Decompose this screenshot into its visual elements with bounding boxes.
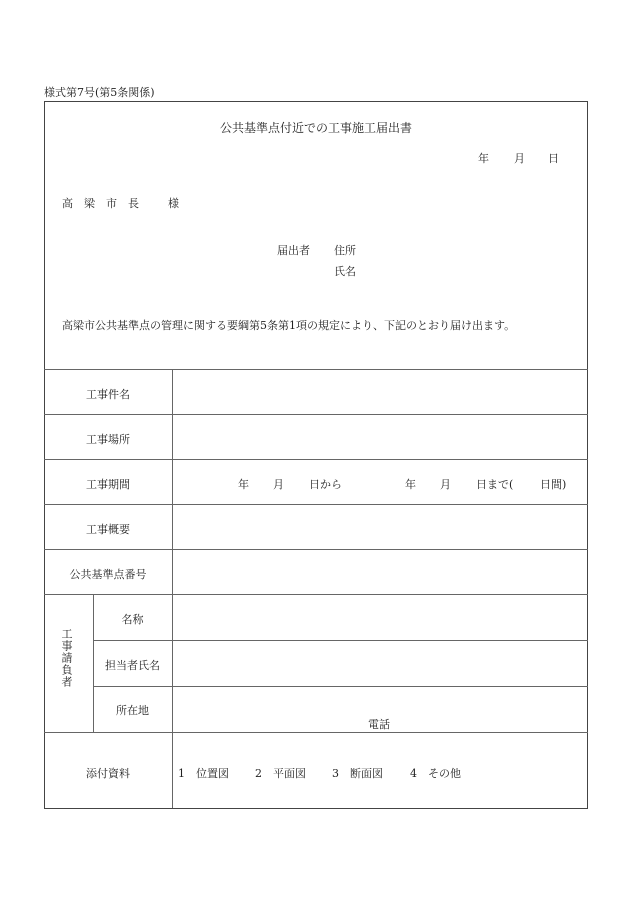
contractor-name-field[interactable] [173,595,587,640]
row-divider [44,459,588,460]
attachment-item-plan-view: 2 平面図 [255,767,306,780]
addressee-honorific: 様 [168,197,179,210]
attachment-item-location-map: 1 位置図 [178,767,229,780]
contractor-address-field[interactable] [173,687,587,732]
benchmark-number-label: 公共基準点番号 [69,568,147,581]
notifier-label: 届出者 [277,244,310,257]
addressee-char-1: 高 [62,197,73,210]
date-month-label: 月 [514,152,525,165]
project-location-field[interactable] [173,415,587,459]
contractor-name-label: 名称 [121,613,144,626]
project-name-field[interactable] [173,370,587,414]
form-title: 公共基準点付近での工事施工届出書 [220,121,413,135]
addressee-char-4: 長 [128,197,139,210]
form-number: 様式第7号(第5条関係) [44,86,155,99]
contractor-person-label: 担当者氏名 [105,659,160,672]
attachment-item-section-view: 3 断面図 [332,767,383,780]
project-name-label: 工事件名 [86,388,130,401]
period-end-month: 月 [440,478,451,491]
benchmark-number-field[interactable] [173,550,587,594]
period-days: 日間) [540,478,567,491]
contractor-group-label: 工事請負者 [60,628,73,688]
contractor-address-label: 所在地 [116,704,149,717]
contractor-phone-label: 電話 [368,718,390,731]
period-end-day: 日まで( [476,478,514,491]
row-divider [44,732,588,733]
attachment-item-other: 4 その他 [410,767,461,780]
period-start-month: 月 [273,478,284,491]
period-end-year: 年 [405,478,416,491]
statement-text: 高梁市公共基準点の管理に関する要綱第5条第1項の規定により、下記のとおり届け出ます。 [62,319,516,332]
project-summary-label: 工事概要 [86,523,130,536]
date-day-label: 日 [548,152,559,165]
contractor-person-field[interactable] [173,641,587,686]
attachments-label: 添付資料 [86,767,130,780]
notifier-name-label: 氏名 [334,265,356,278]
period-start-day: 日から [309,478,342,491]
period-start-year: 年 [238,478,249,491]
date-year-label: 年 [478,152,489,165]
project-summary-field[interactable] [173,505,587,549]
notifier-address-label: 住所 [334,244,356,257]
project-period-label: 工事期間 [86,478,130,491]
addressee-char-2: 梁 [84,197,95,210]
addressee-char-3: 市 [106,197,117,210]
project-location-label: 工事場所 [86,433,130,446]
